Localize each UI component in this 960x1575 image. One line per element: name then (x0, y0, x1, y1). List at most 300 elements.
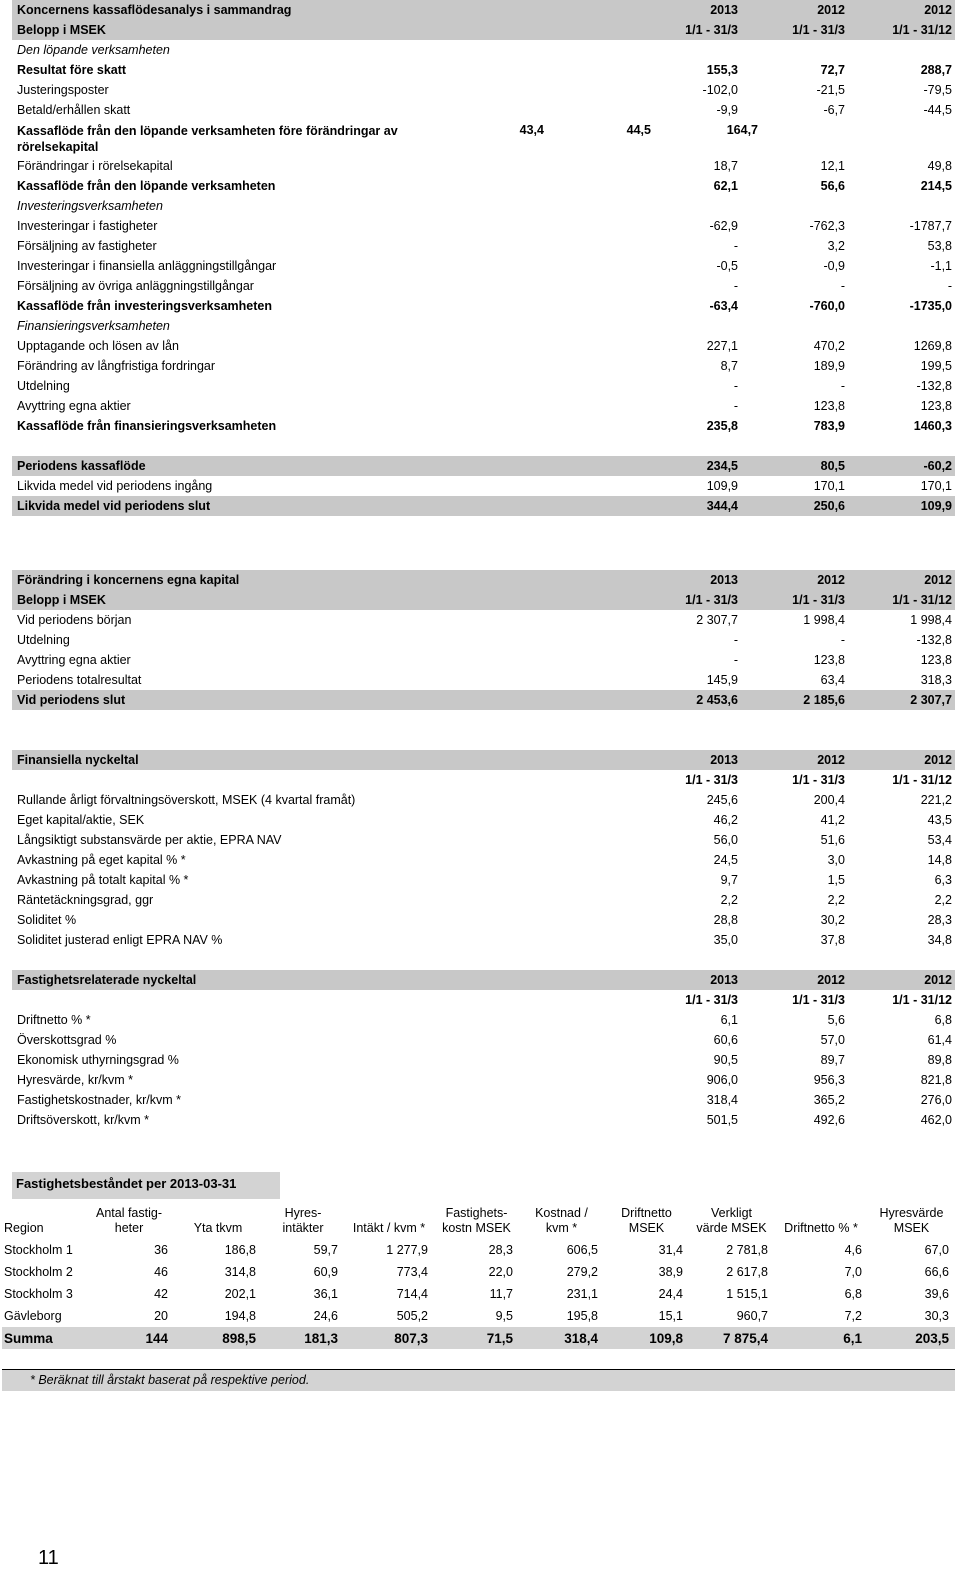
row-label: Vid periodens början (17, 613, 132, 627)
col-period: 1/1 - 31/12 (892, 993, 952, 1007)
col-period: 1/1 - 31/12 (892, 773, 952, 787)
row-label: Investeringar i fastigheter (17, 219, 158, 233)
row-label: Soliditet justerad enligt EPRA NAV % (17, 933, 223, 947)
table-row (12, 910, 955, 930)
cell: 2 307,7 (696, 613, 738, 627)
prop-kpi-unit-row (12, 990, 955, 1010)
col-period: 1/1 - 31/3 (685, 993, 738, 1007)
col-period: 1/1 - 31/3 (685, 593, 738, 607)
cell: 43,5 (927, 813, 952, 827)
table-row (12, 120, 955, 156)
section-heading (12, 40, 955, 60)
cell: -60,2 (923, 459, 952, 473)
cell: 60,6 (713, 1033, 738, 1047)
cell: 8,7 (720, 359, 738, 373)
cell: 63,4 (820, 673, 845, 687)
table-row (12, 156, 955, 176)
cell: 2 617,8 (726, 1265, 768, 1279)
cell: 109,8 (604, 1327, 689, 1349)
cell: 202,1 (224, 1287, 256, 1301)
table-row (12, 296, 955, 316)
cell: -102,0 (702, 83, 738, 97)
fin-title: Finansiella nyckeltal (17, 753, 139, 767)
cell: 2 781,8 (726, 1243, 768, 1257)
cell: 199,5 (920, 359, 952, 373)
cell: - (947, 279, 952, 293)
table-row (12, 356, 955, 376)
col-year: 2012 (817, 753, 845, 767)
col-period: 1/1 - 31/3 (792, 993, 845, 1007)
cell: 145,9 (706, 673, 738, 687)
col-header: Kostnad / kvm * (535, 1206, 588, 1235)
cell: 39,6 (924, 1287, 949, 1301)
cell: 5,6 (827, 1013, 845, 1027)
row-label: Kassaflöde från finansieringsverksamheten (17, 419, 277, 433)
row-label: Kassaflöde från den löpande verksamheten före förändringar av rörelsekapital (17, 124, 398, 154)
cell: 200,4 (813, 793, 845, 807)
row-label: Kassaflöde från den löpande verksamheten (17, 179, 276, 193)
cell: 28,3 (488, 1243, 513, 1257)
cell: 318,4 (706, 1093, 738, 1107)
table-row (12, 610, 955, 630)
col-period: 1/1 - 31/3 (792, 23, 845, 37)
row-label: Utdelning (17, 633, 70, 647)
col-year: 2013 (710, 3, 738, 17)
col-period: 1/1 - 31/12 (892, 23, 952, 37)
equity-title: Förändring i koncernens egna kapital (17, 573, 240, 587)
cell: 11,7 (489, 1287, 513, 1301)
holdings-title: Fastighetsbeståndet per 2013-03-31 (16, 1176, 237, 1191)
cell: 821,8 (920, 1073, 952, 1087)
cell: 36 (154, 1243, 168, 1257)
row-label: Avyttring egna aktier (17, 653, 131, 667)
cell: 2 185,6 (803, 693, 845, 707)
row-label: Avyttring egna aktier (17, 399, 131, 413)
cell: 90,5 (713, 1053, 738, 1067)
table-row (2, 1283, 955, 1305)
table-row (12, 930, 955, 950)
cell: 235,8 (706, 419, 738, 433)
row-label: Periodens totalresultat (17, 673, 142, 687)
cell: 80,5 (820, 459, 845, 473)
col-header: Hyres- intäkter (282, 1206, 324, 1235)
cell: 245,6 (706, 793, 738, 807)
table-row (12, 100, 955, 120)
cell: 2,2 (720, 893, 738, 907)
col-year: 2012 (924, 973, 952, 987)
cell: 501,5 (706, 1113, 738, 1127)
cell: - (733, 239, 738, 253)
cell: Stockholm 1 (4, 1243, 73, 1257)
table-row (2, 1239, 955, 1261)
cell: 1269,8 (913, 339, 952, 353)
table-row (12, 496, 955, 516)
cell: 62,1 (713, 179, 738, 193)
cell: 28,3 (927, 913, 952, 927)
cell: 67,0 (924, 1243, 949, 1257)
row-label: Driftnetto % * (17, 1013, 91, 1027)
cell: 221,2 (920, 793, 952, 807)
cell: 250,6 (813, 499, 845, 513)
table-row (12, 870, 955, 890)
cell: 72,7 (820, 63, 845, 77)
col-year: 2012 (924, 3, 952, 17)
unit-label: Belopp i MSEK (17, 23, 106, 37)
col-header: Driftnetto % * (784, 1221, 858, 1235)
cell: 14,8 (927, 853, 952, 867)
col-header: Verkligt värde MSEK (696, 1206, 767, 1235)
col-period: 1/1 - 31/3 (685, 23, 738, 37)
table-row (12, 810, 955, 830)
table-row (12, 1090, 955, 1110)
table-row (12, 236, 955, 256)
cell: 56,6 (820, 179, 845, 193)
col-period: 1/1 - 31/12 (892, 593, 952, 607)
col-header: Driftnetto MSEK (621, 1206, 672, 1235)
col-year: 2012 (817, 3, 845, 17)
cell: 34,8 (927, 933, 952, 947)
cell: 53,4 (927, 833, 952, 847)
cashflow-header (12, 0, 955, 20)
cell: 189,9 (813, 359, 845, 373)
unit-label: Belopp i MSEK (17, 593, 106, 607)
cell: 6,3 (934, 873, 952, 887)
table-row (12, 1110, 955, 1130)
table-row (2, 1261, 955, 1283)
cell: 170,1 (813, 479, 845, 493)
table-row (12, 456, 955, 476)
fin-header (12, 750, 955, 770)
cell: 35,0 (713, 933, 738, 947)
row-label: Periodens kassaflöde (17, 459, 146, 473)
cell: 109,9 (706, 479, 738, 493)
cell: 288,7 (920, 63, 952, 77)
row-label: Förändringar i rörelsekapital (17, 159, 173, 173)
cell: -79,5 (923, 83, 952, 97)
row-label: Räntetäckningsgrad, ggr (17, 893, 154, 907)
cell: 276,0 (920, 1093, 952, 1107)
row-label: Fastighetskostnader, kr/kvm * (17, 1093, 181, 1107)
row-label: Resultat före skatt (17, 63, 127, 77)
financial-kpi-table (12, 750, 955, 950)
cell: Summa (2, 1327, 84, 1349)
cell: 36,1 (313, 1287, 338, 1301)
cell: 49,8 (927, 159, 952, 173)
holdings-grid (2, 1206, 955, 1349)
cell: 24,4 (658, 1287, 683, 1301)
col-header: Intäkt / kvm * (352, 1221, 426, 1235)
page-number: 11 (38, 1547, 59, 1569)
equity-unit-row (12, 590, 955, 610)
cell: 123,8 (813, 399, 845, 413)
cell: 30,2 (820, 913, 845, 927)
prop-kpi-title: Fastighetsrelaterade nyckeltal (17, 973, 197, 987)
cell: 46 (154, 1265, 168, 1279)
cell: 164,7 (726, 123, 758, 137)
cell: 807,3 (344, 1327, 434, 1349)
cell: 109,9 (920, 499, 952, 513)
cell: 37,8 (820, 933, 845, 947)
cell: -62,9 (709, 219, 738, 233)
col-period: 1/1 - 31/3 (792, 593, 845, 607)
table-row (12, 1070, 955, 1090)
cell: 1460,3 (913, 419, 952, 433)
equity-header (12, 570, 955, 590)
section-heading (12, 316, 955, 336)
cell: 2,2 (827, 893, 845, 907)
cell: - (840, 633, 845, 647)
property-kpi-table (12, 970, 955, 1130)
cell: 12,1 (820, 159, 845, 173)
row-label: Justeringsposter (17, 83, 109, 97)
cell: 234,5 (706, 459, 738, 473)
cell: 318,4 (519, 1327, 604, 1349)
cell: 6,1 (774, 1327, 868, 1349)
cell: 123,8 (813, 653, 845, 667)
cell: 41,2 (820, 813, 845, 827)
row-label: Ekonomisk uthyrningsgrad % (17, 1053, 179, 1067)
cell: 28,8 (713, 913, 738, 927)
cell: 214,5 (920, 179, 952, 193)
row-label: Rullande årligt förvaltningsöverskott, MSEK (4 kvartal framåt) (17, 793, 356, 807)
col-year: 2013 (710, 753, 738, 767)
spacer (12, 436, 955, 456)
table-row (2, 1305, 955, 1327)
cell: 1,5 (827, 873, 845, 887)
cell: 783,9 (813, 419, 845, 433)
table-row (12, 890, 955, 910)
cell: 66,6 (924, 1265, 949, 1279)
col-year: 2012 (924, 753, 952, 767)
row-label: Överskottsgrad % (17, 1033, 117, 1047)
cell: 318,3 (920, 673, 952, 687)
cell: -0,9 (823, 259, 845, 273)
cell: 606,5 (566, 1243, 598, 1257)
cell: 31,4 (658, 1243, 683, 1257)
col-year: 2013 (710, 573, 738, 587)
table-row (12, 60, 955, 80)
table-row (12, 336, 955, 356)
cell: 898,5 (174, 1327, 262, 1349)
cell: 155,3 (706, 63, 738, 77)
cell: -0,5 (716, 259, 738, 273)
cell: 4,6 (844, 1243, 862, 1257)
cell: 46,2 (713, 813, 738, 827)
row-label: Förändring av långfristiga fordringar (17, 359, 216, 373)
col-period: 1/1 - 31/3 (685, 773, 738, 787)
cell: Stockholm 2 (4, 1265, 73, 1279)
cell: - (733, 279, 738, 293)
cell: 24,6 (313, 1309, 338, 1323)
cell: -44,5 (923, 103, 952, 117)
col-header: Region (4, 1221, 44, 1235)
cell: 773,4 (396, 1265, 428, 1279)
cell: 59,7 (313, 1243, 338, 1257)
cell: 906,0 (706, 1073, 738, 1087)
cell: 61,4 (927, 1033, 952, 1047)
cell: 44,5 (626, 123, 651, 137)
cell: -1787,7 (909, 219, 952, 233)
cell: 960,7 (736, 1309, 768, 1323)
table-row (12, 850, 955, 870)
col-year: 2012 (817, 573, 845, 587)
cell: - (840, 279, 845, 293)
table-row (12, 416, 955, 436)
cell: 1 998,4 (910, 613, 952, 627)
cell: 89,7 (820, 1053, 845, 1067)
cell: 7,0 (844, 1265, 862, 1279)
col-header: Yta tkvm (193, 1221, 243, 1235)
cell: 56,0 (713, 833, 738, 847)
cell: 71,5 (434, 1327, 519, 1349)
cell: 60,9 (313, 1265, 338, 1279)
cell: - (733, 653, 738, 667)
row-label: Avkastning på eget kapital % * (17, 853, 186, 867)
table-row (12, 690, 955, 710)
footnote: * Beräknat till årstakt baserat på respektive period. (2, 1369, 955, 1391)
table-row (12, 216, 955, 236)
table-row (12, 630, 955, 650)
cell: 89,8 (927, 1053, 952, 1067)
cell: -132,8 (916, 379, 952, 393)
sum-row (2, 1327, 955, 1349)
table-row (12, 256, 955, 276)
cell: 18,7 (713, 159, 738, 173)
cell: -21,5 (816, 83, 845, 97)
cell: Gävleborg (4, 1309, 62, 1323)
table-row (12, 650, 955, 670)
row-label: Hyresvärde, kr/kvm * (17, 1073, 133, 1087)
cell: 57,0 (820, 1033, 845, 1047)
cell: - (840, 379, 845, 393)
cell: 42 (154, 1287, 168, 1301)
cell: -63,4 (709, 299, 738, 313)
cashflow-title: Koncernens kassaflödesanalys i sammandrag (17, 3, 292, 17)
cell: 123,8 (920, 399, 952, 413)
row-label: Utdelning (17, 379, 70, 393)
table-row (12, 790, 955, 810)
section-label: Investeringsverksamheten (17, 199, 163, 213)
row-label: Betald/erhållen skatt (17, 103, 131, 117)
cell: 203,5 (868, 1327, 955, 1349)
cell: 505,2 (396, 1309, 428, 1323)
cell: 51,6 (820, 833, 845, 847)
table-row (12, 476, 955, 496)
table-row (12, 176, 955, 196)
cell: -6,7 (823, 103, 845, 117)
cell: 462,0 (920, 1113, 952, 1127)
cell: Stockholm 3 (4, 1287, 73, 1301)
col-header: Antal fastig- heter (95, 1206, 162, 1235)
equity-table (12, 570, 955, 710)
row-label: Försäljning av fastigheter (17, 239, 157, 253)
col-header: Hyresvärde MSEK (879, 1206, 944, 1235)
col-year: 2013 (710, 973, 738, 987)
row-label: Kassaflöde från investeringsverksamheten (17, 299, 272, 313)
table-row (12, 1010, 955, 1030)
table-row (12, 1030, 955, 1050)
cell: 7,2 (844, 1309, 862, 1323)
col-year: 2012 (817, 973, 845, 987)
cell: -9,9 (716, 103, 738, 117)
cell: 6,8 (934, 1013, 952, 1027)
cell: 1 998,4 (803, 613, 845, 627)
row-label: Försäljning av övriga anläggningstillgångar (17, 279, 254, 293)
cell: -1,1 (930, 259, 952, 273)
cell: 470,2 (813, 339, 845, 353)
cell: 314,8 (224, 1265, 256, 1279)
row-label: Långsiktigt substansvärde per aktie, EPRA NAV (17, 833, 282, 847)
cell: 43,4 (519, 123, 544, 137)
cell: 956,3 (813, 1073, 845, 1087)
row-label: Likvida medel vid periodens ingång (17, 479, 213, 493)
row-label: Vid periodens slut (17, 693, 126, 707)
table-row (12, 396, 955, 416)
section-heading (12, 196, 955, 216)
cell: 3,0 (827, 853, 845, 867)
cell: -762,3 (809, 219, 845, 233)
cell: 24,5 (713, 853, 738, 867)
cell: 227,1 (706, 339, 738, 353)
cell: 38,9 (658, 1265, 683, 1279)
cell: 365,2 (813, 1093, 845, 1107)
cell: 231,1 (566, 1287, 598, 1301)
cell: -760,0 (809, 299, 845, 313)
cell: 279,2 (566, 1265, 598, 1279)
cell: -1735,0 (909, 299, 952, 313)
cell: 492,6 (813, 1113, 845, 1127)
cell: 2,2 (934, 893, 952, 907)
cell: 2 453,6 (696, 693, 738, 707)
cell: 22,0 (488, 1265, 513, 1279)
cell: 2 307,7 (910, 693, 952, 707)
cell: 181,3 (262, 1327, 344, 1349)
cell: 53,8 (927, 239, 952, 253)
row-label: Upptagande och lösen av lån (17, 339, 179, 353)
cell: 123,8 (920, 653, 952, 667)
cell: 195,8 (566, 1309, 598, 1323)
row-label: Driftsöverskott, kr/kvm * (17, 1113, 149, 1127)
cell: -132,8 (916, 633, 952, 647)
section-label: Den löpande verksamheten (17, 43, 170, 57)
row-label: Eget kapital/aktie, SEK (17, 813, 145, 827)
cell: 6,1 (720, 1013, 738, 1027)
row-label: Likvida medel vid periodens slut (17, 499, 211, 513)
prop-kpi-header (12, 970, 955, 990)
cell: - (733, 379, 738, 393)
cell: 194,8 (224, 1309, 256, 1323)
table-row (12, 80, 955, 100)
row-label: Soliditet % (17, 913, 77, 927)
table-row (12, 376, 955, 396)
cell: 1 515,1 (726, 1287, 768, 1301)
cell: 1 277,9 (386, 1243, 428, 1257)
holdings-header-row (2, 1206, 955, 1239)
fin-unit-row (12, 770, 955, 790)
table-row (12, 830, 955, 850)
cell: 30,3 (924, 1309, 949, 1323)
col-period: 1/1 - 31/3 (792, 773, 845, 787)
table-row (12, 1050, 955, 1070)
row-label: Avkastning på totalt kapital % * (17, 873, 189, 887)
cell: 7 875,4 (689, 1327, 774, 1349)
cell: 9,7 (720, 873, 738, 887)
cell: 170,1 (920, 479, 952, 493)
cell: 714,4 (396, 1287, 428, 1301)
cell: - (733, 399, 738, 413)
cell: 20 (154, 1309, 168, 1323)
cashflow-unit-row (12, 20, 955, 40)
